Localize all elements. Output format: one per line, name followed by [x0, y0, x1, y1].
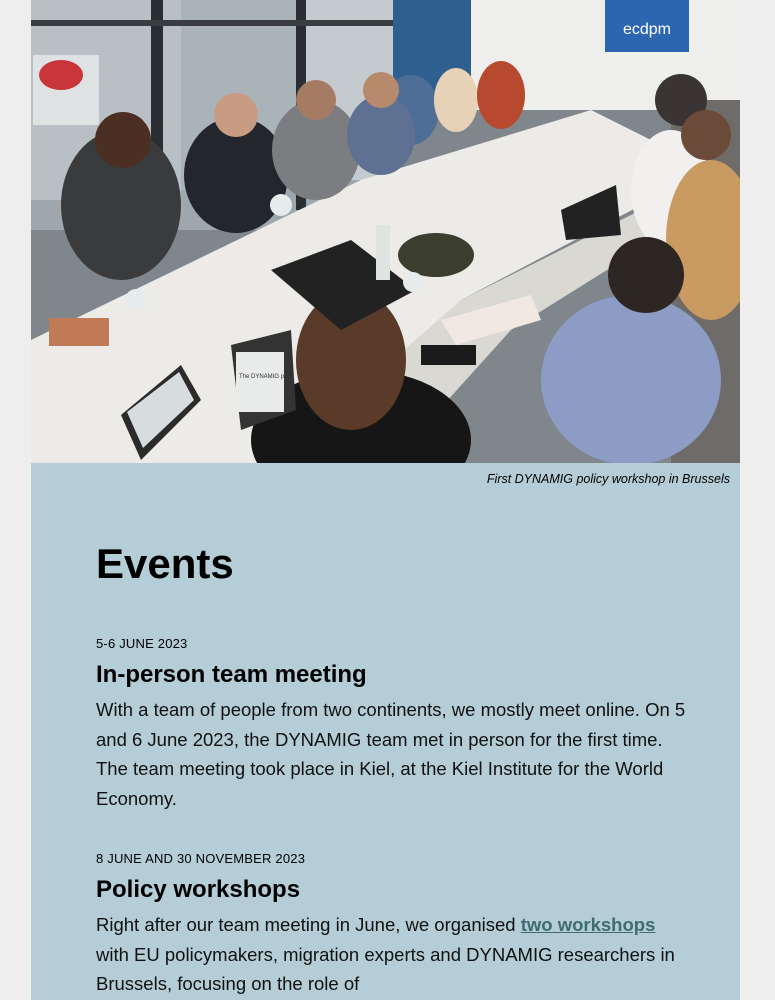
- ecdpm-logo: ecdpm: [622, 21, 672, 38]
- workshop-photo-illustration: [31, 0, 740, 463]
- event-title: In-person team meeting: [96, 661, 367, 688]
- event-title: Policy workshops: [96, 876, 301, 903]
- laptop-screen-text: The DYNAMIG pro: [239, 374, 290, 380]
- event-policy-workshops: [96, 851, 686, 999]
- photo-caption: First DYNAMIG policy workshop in Brussels: [486, 472, 730, 486]
- event-date: 5-6 JUNE 2023: [96, 636, 188, 651]
- events-heading: Events: [96, 540, 234, 587]
- newsletter-content: [31, 0, 740, 1000]
- event-team-meeting: [96, 636, 686, 813]
- event-description: With a team of people from two continents, we mostly meet online. On 5 and 6 June 2023, the DYNAMIG team met in person for the first time. The team meeting took place in Kiel, at the Kiel Institute for the World Economy.: [96, 699, 686, 809]
- workshop-photo: [31, 0, 740, 463]
- event-date: 8 JUNE AND 30 NOVEMBER 2023: [96, 851, 306, 866]
- event-description-text: with EU policymakers, migration experts and DYNAMIG researchers in Brussels, focusing on the role of: [96, 943, 675, 994]
- event-description: [96, 910, 686, 999]
- two-workshops-link[interactable]: two workshops: [520, 914, 656, 935]
- event-description-text: Right after our team meeting in June, we organised: [96, 914, 521, 935]
